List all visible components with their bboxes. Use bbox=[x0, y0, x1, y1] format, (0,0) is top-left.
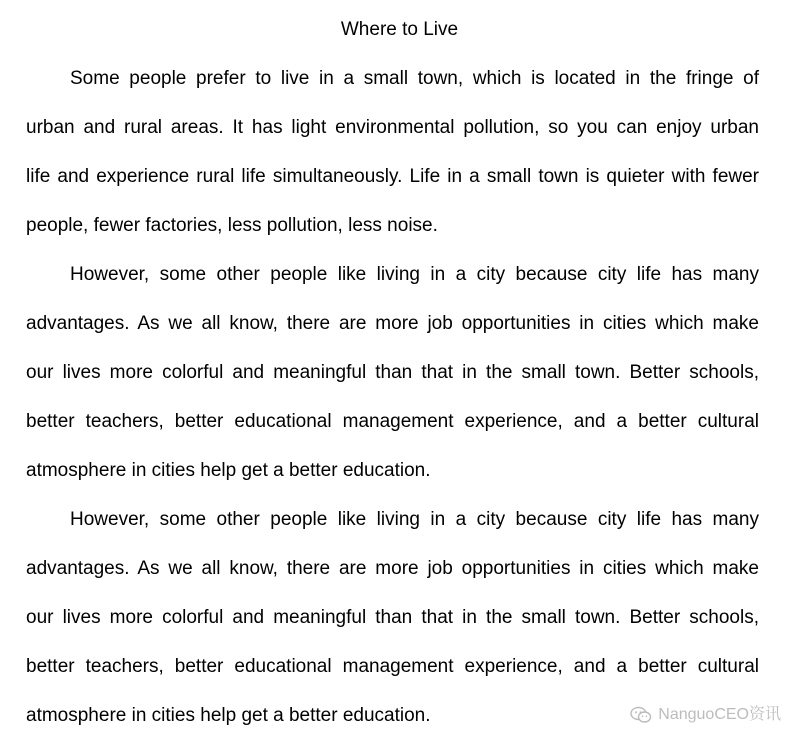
paragraph-2-line-5: atmosphere in cities help get a better education. bbox=[26, 460, 431, 481]
document-title: Where to Live bbox=[340, 19, 459, 40]
paragraph-2-line-3: our lives more colorful and meaningful than that in the small town. Better schools, bbox=[26, 362, 759, 383]
watermark bbox=[630, 704, 781, 726]
paragraph-1-line-4: people, fewer factories, less pollution, less noise. bbox=[26, 215, 438, 236]
paragraph-2-line-1: However, some other people like living in a city because city life has many bbox=[70, 264, 759, 285]
watermark-text: NanguoCEO资讯 bbox=[658, 706, 781, 723]
paragraph-3-line-3: our lives more colorful and meaningful than that in the small town. Better schools, bbox=[26, 607, 759, 628]
paragraph-1-line-3: life and experience rural life simultaneously. Life in a small town is quieter with fewer bbox=[26, 166, 759, 187]
paragraph-1-line-1: Some people prefer to live in a small town, which is located in the fringe of bbox=[70, 68, 759, 89]
paragraph-3-line-1: However, some other people like living in a city because city life has many bbox=[70, 509, 759, 530]
paragraph-3-line-4: better teachers, better educational management experience, and a better cultural bbox=[26, 656, 759, 677]
paragraph-2-line-2: advantages. As we all know, there are more job opportunities in cities which make bbox=[26, 313, 759, 334]
paragraph-1-line-2: urban and rural areas. It has light environmental pollution, so you can enjoy urban bbox=[26, 117, 759, 138]
paragraph-3-line-2: advantages. As we all know, there are more job opportunities in cities which make bbox=[26, 558, 759, 579]
paragraph-3-line-5: atmosphere in cities help get a better education. bbox=[26, 705, 431, 726]
paragraph-2-line-4: better teachers, better educational management experience, and a better cultural bbox=[26, 411, 759, 432]
wechat-icon bbox=[630, 706, 652, 724]
